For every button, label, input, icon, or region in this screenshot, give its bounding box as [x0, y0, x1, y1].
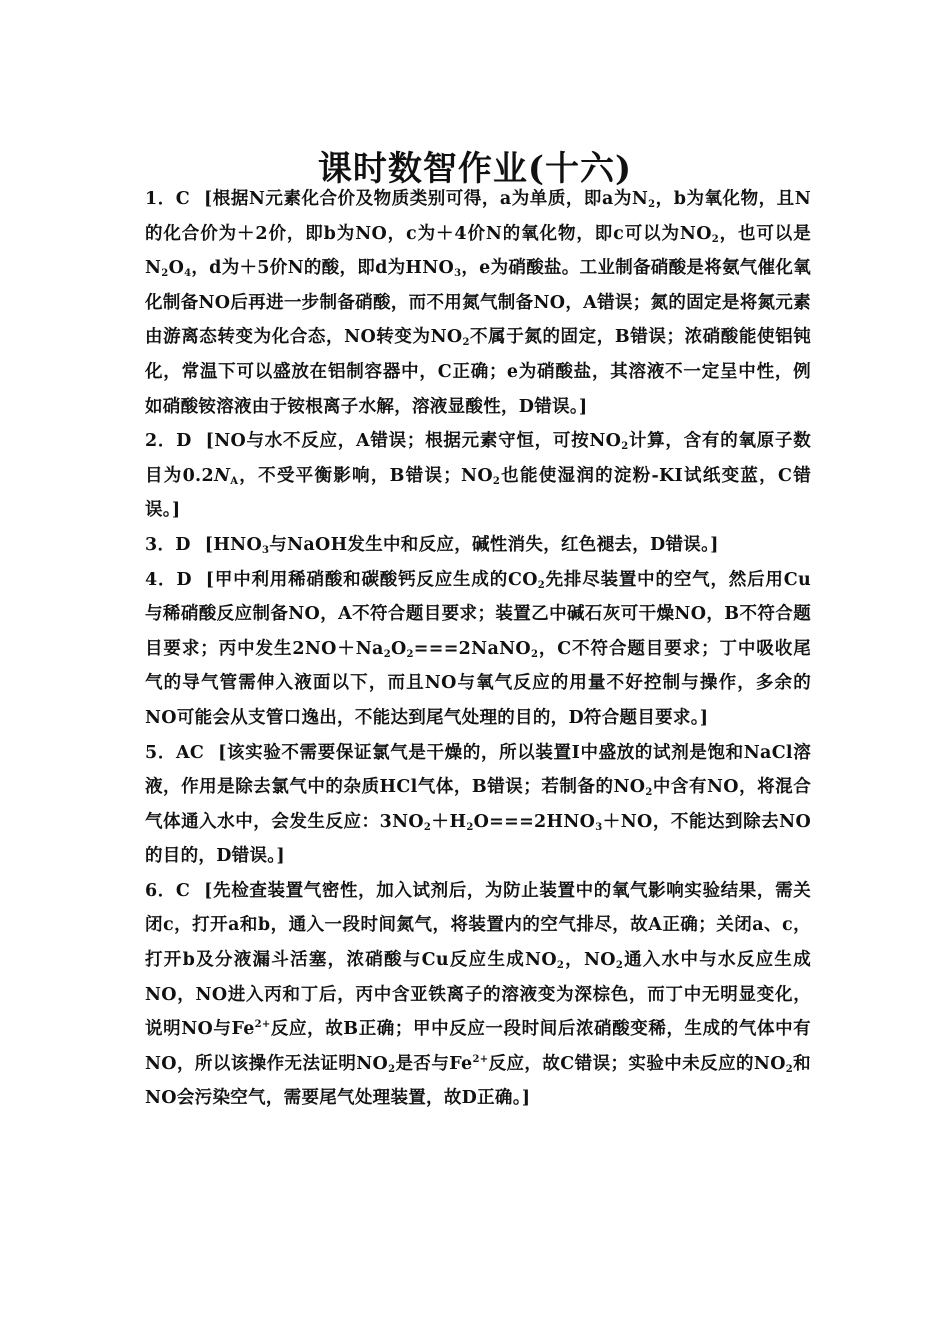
answer-number: 2．D	[145, 431, 192, 452]
answer-number: 6．C	[145, 880, 191, 901]
answer-item-1	[145, 182, 811, 424]
answer-list	[145, 182, 811, 1116]
answer-number: 4．D	[145, 569, 192, 590]
answer-explanation: [甲中利用稀硝酸和碳酸钙反应生成的$CO_2$先排尽装置中的空气，然后用Cu与稀硝酸反应制备NO，A不符合题目要求；装置乙中碱石灰可干燥NO，B不符合题目要求；丙中发生$2NO+Na_2O_2===2NaNO_2$，C不符合题目要求；丁中吸收尾气的导气管需伸入液面以下，而且NO与氧气反应的用量不好控制与操作，多余的NO可能会从支管口逸出，不能达到尾气处理的目的，D符合题目要求。]	[145, 569, 811, 728]
answer-item-5	[145, 736, 811, 874]
answer-item-2	[145, 424, 811, 528]
answer-explanation: [NO与水不反应，A错误；根据元素守恒，可按$NO_2$计算，含有的氧原子数目为$0.2N_A$，不受平衡影响，B错误；$NO_2$也能使湿润的淀粉-KI试纸变蓝，C错误。]	[145, 431, 811, 521]
answer-number: 1．C	[145, 189, 190, 209]
answer-explanation: [根据N元素化合价及物质类别可得，a为单质，即a为$N_2$，b为氧化物，且N的化合价为＋2价，即b为NO，c为＋4价N的氧化物，即c可以为$NO_2$，也可以是$N_2O_4$，d为＋5价N的酸，即d为$HNO_3$，e为硝酸盐。工业制备硝酸是将氨气催化氧化制备NO后再进一步制备硝酸，而不用氮气制备NO，A错误；氮的固定是将氮元素由游离态转变为化合态，NO转变为$NO_2$不属于氮的固定，B错误；浓硝酸能使铝钝化，常温下可以盛放在铝制容器中，C正确；e为硝酸盐，其溶液不一定呈中性，例如硝酸铵溶液由于铵根离子水解，溶液显酸性，D错误。]	[145, 189, 812, 417]
answer-number: 3．D	[145, 534, 191, 555]
answer-item-6	[145, 874, 811, 1116]
answer-explanation: [$HNO_3$与NaOH发生中和反应，碱性消失，红色褪去，D错误。]	[204, 534, 719, 556]
answer-explanation: [该实验不需要保证氯气是干燥的，所以装置Ⅰ中盛放的试剂是饱和NaCl溶液，作用是除去氯气中的杂质HCl气体，B错误；若制备的$NO_2$中含有NO，将混合气体通入水中，会发生反应：$3NO_2+H_2O===2HNO_3+NO$，不能达到除去NO的目的，D错误。]	[145, 742, 812, 867]
answer-explanation: [先检查装置气密性，加入试剂后，为防止装置中的氧气影响实验结果，需关闭c，打开a和b，通入一段时间氮气，将装置内的空气排尽，故A正确；关闭a、c，打开b及分液漏斗活塞，浓硝酸与Cu反应生成$NO_2$，$NO_2$通入水中与水反应生成NO，NO进入丙和丁后，丙中含亚铁离子的溶液变为深棕色，而丁中无明显变化，说明NO与$Fe^{2+}$反应，故B正确；甲中反应一段时间后浓硝酸变稀，生成的气体中有NO，所以该操作无法证明$NO_2$是否与$Fe^{2+}$反应，故C错误；实验中未反应的$NO_2$和NO会污染空气，需要尾气处理装置，故D正确。]	[145, 880, 812, 1109]
answer-item-4	[145, 563, 811, 736]
answer-number: 5．AC	[145, 742, 205, 763]
answer-item-3	[145, 528, 811, 563]
page-title: 课时数智作业(十六)	[317, 148, 633, 189]
